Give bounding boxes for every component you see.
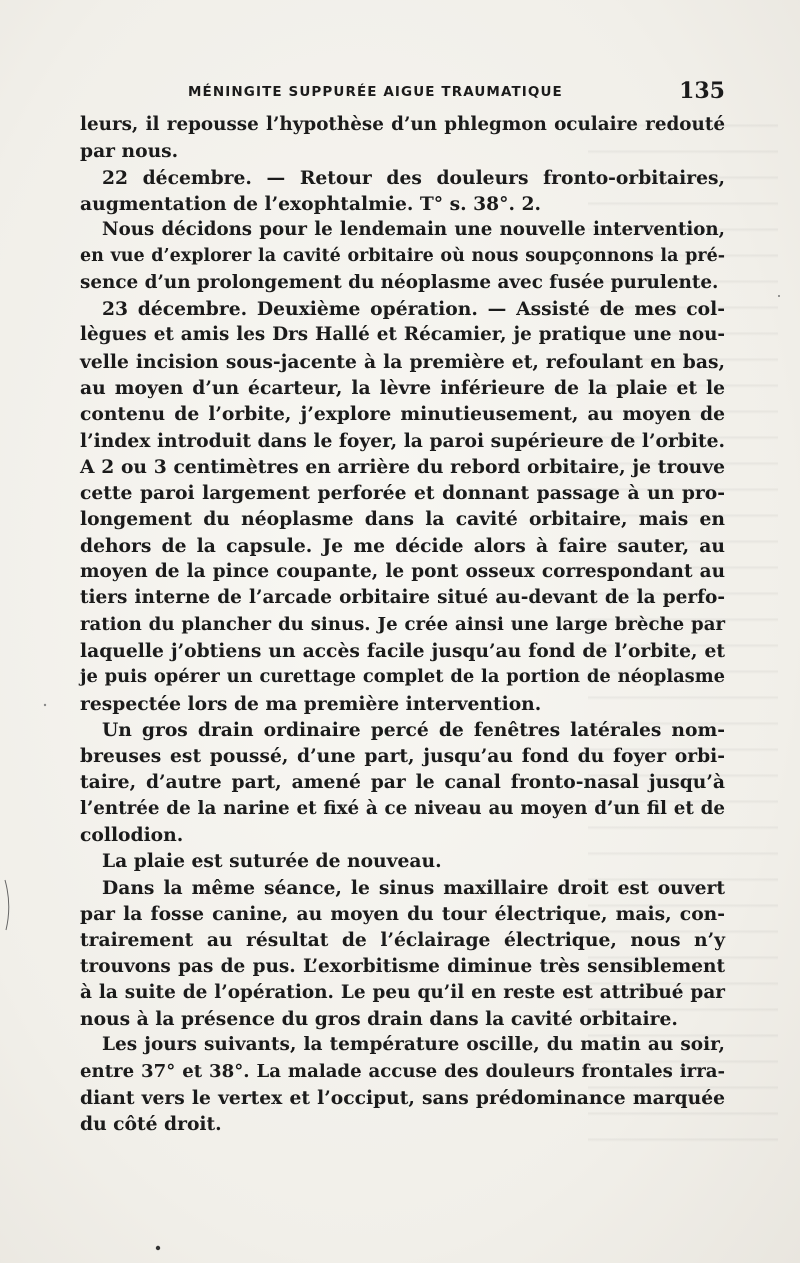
text-line: 22 décembre. — Retour des douleurs fronto-orbitaires, <box>102 166 725 189</box>
text-line: contenu de l’orbite, j’explore minutieusement, au moyen de <box>80 403 725 426</box>
text-line: breuses est poussé, d’une part, jusqu’au fond du foyer orbi- <box>80 745 725 768</box>
text-line: Un gros drain ordinaire percé de fenêtres latérales nom- <box>102 718 725 741</box>
speck <box>778 295 780 297</box>
speck <box>44 704 46 706</box>
text-line: collodion. <box>80 824 184 847</box>
text-line: leurs, il repousse l’hypothèse d’un phlegmon oculaire redouté <box>80 114 725 135</box>
text-line: au moyen d’un écarteur, la lèvre inférieure de la plaie et le <box>80 376 725 399</box>
text-line: je puis opérer un curettage complet de la portion de néoplasme <box>80 666 725 688</box>
text-line: en vue d’explorer la cavité orbitaire où nous soupçonnons la pré- <box>80 246 725 267</box>
text-line: nous à la présence du gros drain dans la cavité orbitaire. <box>80 1008 678 1031</box>
text-line: moyen de la pince coupante, le pont osseux correspondant au <box>80 561 725 583</box>
speck <box>156 1246 160 1250</box>
text-line: diant vers le vertex et l’occiput, sans prédominance marquée <box>80 1086 725 1109</box>
text-line: ration du plancher du sinus. Je crée ainsi une large brèche par <box>80 613 725 635</box>
text-line: augmentation de l’exophtalmie. T° s. 38°. 2. <box>80 192 542 215</box>
page-edge-mark <box>5 880 9 930</box>
text-line: laquelle j’obtiens un accès facile jusqu’au fond de l’orbite, et <box>80 639 725 662</box>
text-line: velle incision sous-jacente à la première et, refoulant en bas, <box>80 350 725 373</box>
text-line: lègues et amis les Drs Hallé et Récamier, je pratique une nou- <box>80 324 725 346</box>
text-line: par nous. <box>80 140 179 163</box>
text-line: respectée lors de ma première intervention. <box>80 692 542 715</box>
text-line: Les jours suivants, la température oscille, du matin au soir, <box>102 1034 725 1056</box>
running-title: MÉNINGITE SUPPURÉE AIGUE TRAUMATIQUE <box>188 84 563 100</box>
text-line: La plaie est suturée de nouveau. <box>102 850 442 873</box>
text-line: trairement au résultat de l’éclairage électrique, nous n’y <box>80 929 725 952</box>
text-line: l’entrée de la narine et fixé à ce niveau au moyen d’un fil et de <box>80 797 725 819</box>
text-line: longement du néoplasme dans la cavité orbitaire, mais en <box>80 508 725 531</box>
text-line: du côté droit. <box>80 1113 222 1136</box>
text-line: Nous décidons pour le lendemain une nouvelle intervention, <box>102 219 725 241</box>
text-line: entre 37° et 38°. La malade accuse des douleurs frontales irra- <box>80 1060 725 1082</box>
text-line: taire, d’autre part, amené par le canal fronto-nasal jusqu’à <box>80 771 725 794</box>
text-line: trouvons pas de pus. L’exorbitisme diminue très sensiblement <box>80 955 725 977</box>
text-line: cette paroi largement perforée et donnant passage à un pro- <box>80 482 725 505</box>
text-line: sence d’un prolongement du néoplasme avec fusée purulente. <box>80 271 719 293</box>
text-line: par la fosse canine, au moyen du tour électrique, mais, con- <box>80 902 725 925</box>
text-line: dehors de la capsule. Je me décide alors à faire sauter, au <box>80 534 725 557</box>
text-line: 23 décembre. Deuxième opération. — Assisté de mes col- <box>102 298 725 321</box>
text-line: l’index introduit dans le foyer, la paroi supérieure de l’orbite. <box>80 429 725 452</box>
text-line: Dans la même séance, le sinus maxillaire droit est ouvert <box>102 876 725 899</box>
page-number: 135 <box>679 78 725 104</box>
text-line: A 2 ou 3 centimètres en arrière du rebord orbitaire, je trouve <box>80 455 725 478</box>
text-line: à la suite de l’opération. Le peu qu’il en reste est attribué par <box>80 981 725 1003</box>
text-line: tiers interne de l’arcade orbitaire situé au-devant de la perfo- <box>80 587 725 609</box>
